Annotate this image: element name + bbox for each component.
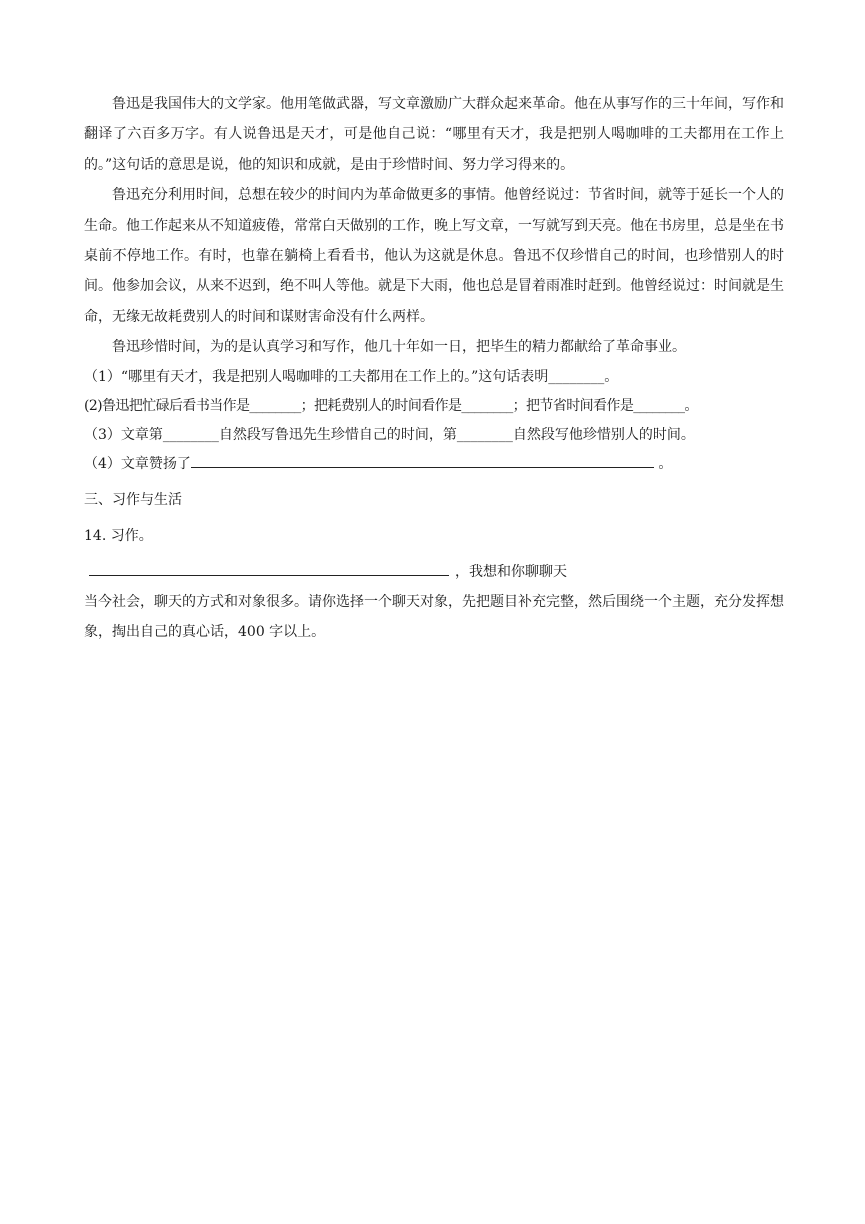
essay-title-blank[interactable] bbox=[89, 574, 449, 576]
section-heading: 三、习作与生活 bbox=[84, 491, 182, 508]
question-4-prefix: （4）文章赞扬了 bbox=[84, 455, 191, 472]
passage-paragraph-1: 鲁迅是我国伟大的文学家。他用笔做武器，写文章激励广大群众起来革命。他在从事写作的三十年间，写作和翻译了六百多万字。有人说鲁迅是天才，可是他自己说：“哪里有天才，我是把别人喝咖啡的工夫都用在工作上的。”这句话的意思是说，他的知识和成就，是由于珍惜时间、努力学习得来的。 bbox=[84, 96, 784, 173]
passage-paragraph-2: 鲁迅充分利用时间，总想在较少的时间内为革命做更多的事情。他曾经说过：节省时间，就等于延长一个人的生命。他工作起来从不知道疲倦，常常白天做别的工作，晚上写文章，一写就写到天亮。他在书房里，总是坐在书桌前不停地工作。有时，也靠在躺椅上看看书，他认为这就是休息。鲁迅不仅珍惜自己的时间，也珍惜别人的时间。他参加会议，从来不迟到，绝不叫人等他。就是下大雨，他也总是冒着雨准时赶到。他曾经说过：时间就是生命，无缘无故耗费别人的时间和谋财害命没有什么两样。 bbox=[84, 187, 784, 325]
question-2: (2)鲁迅把忙碌后看书当作是________；把耗费别人的时间看作是________；把节省时间看作是________。 bbox=[84, 397, 698, 414]
item-label: 14. 习作。 bbox=[84, 527, 153, 544]
essay-title-line bbox=[84, 558, 784, 587]
essay-title-suffix: ，我想和你聊聊天 bbox=[455, 563, 567, 580]
document-content bbox=[84, 89, 784, 647]
essay-prompt: 当今社会，聊天的方式和对象很多。请你选择一个聊天对象，先把题目补充完整，然后围绕一个主题，充分发挥想象，掏出自己的真心话，400 字以上。 bbox=[84, 593, 784, 641]
question-4 bbox=[84, 450, 784, 479]
question-3: （3）文章第________自然段写鲁迅先生珍惜自己的时间，第________自然段写他珍惜别人的时间。 bbox=[84, 426, 695, 443]
passage-paragraph-3: 鲁迅珍惜时间，为的是认真学习和写作，他几十年如一日，把毕生的精力都献给了革命事业。 bbox=[112, 339, 686, 356]
question-1: （1）“哪里有天才，我是把别人喝咖啡的工夫都用在工作上的。”这句话表明________。 bbox=[84, 368, 619, 385]
answer-blank-line[interactable] bbox=[191, 466, 654, 468]
question-4-suffix: 。 bbox=[653, 455, 673, 472]
